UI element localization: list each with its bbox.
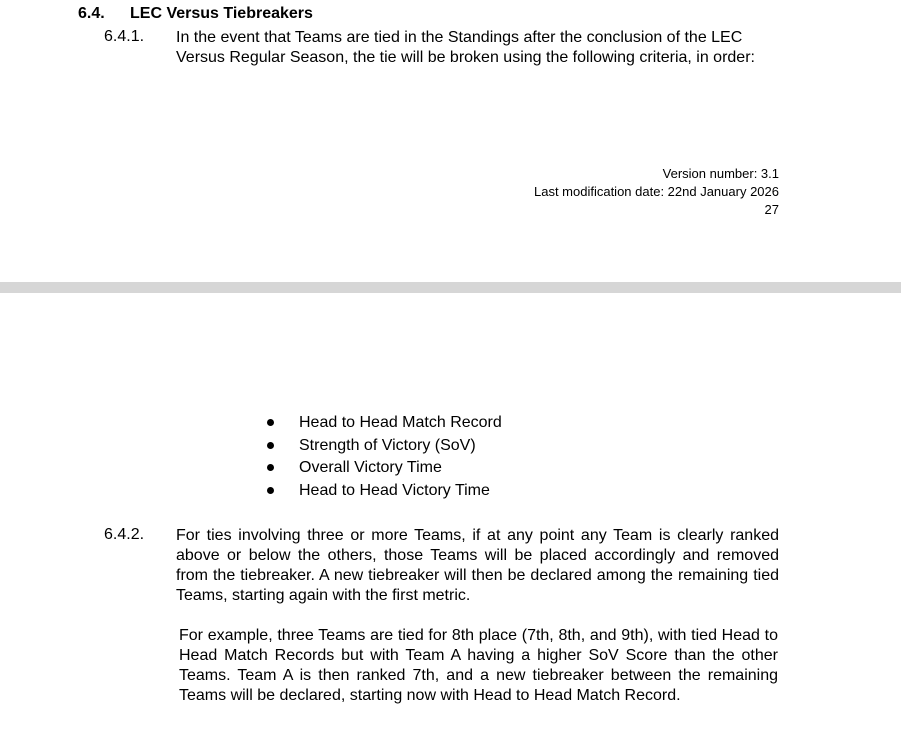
section-title: LEC Versus Tiebreakers — [130, 5, 313, 22]
list-item — [262, 412, 502, 435]
section-heading — [78, 5, 313, 23]
criteria-label: Overall Victory Time — [299, 459, 442, 476]
clause-number-6-4-1: 6.4.1. — [104, 28, 145, 45]
criteria-label: Head to Head Victory Time — [299, 481, 490, 499]
bullet-icon — [267, 464, 274, 471]
tiebreaker-criteria-list — [262, 412, 502, 502]
page-number: 27 — [764, 202, 779, 217]
bullet-icon — [267, 419, 274, 426]
clause-example-6-4-2: For example, three Teams are tied for 8th place (7th, 8th, and 9th), with tied Head to Head Match Records but with Team A having a higher SoV Score than the other Teams. Team A is then ranked 7th, and a new tiebreaker between the remaining Teams will be declared, starting now with Head to Head Match Record. — [179, 627, 778, 704]
criteria-label: Head to Head Match Record — [299, 414, 502, 431]
version-number: Version number: 3.1 — [662, 166, 779, 181]
criteria-label: Strength of Victory (SoV) — [299, 436, 476, 454]
list-item — [262, 480, 502, 503]
clause-number-6-4-2: 6.4.2. — [104, 526, 145, 543]
clause-text-6-4-1: In the event that Teams are tied in the Standings after the conclusion of the LEC Versus Regular Season, the tie will be broken using the following criteria, in order: — [176, 29, 755, 66]
page-footer — [534, 165, 779, 219]
bullet-icon — [267, 487, 274, 494]
list-item — [262, 435, 502, 458]
page-separator — [0, 282, 901, 293]
last-modification-date: Last modification date: 22nd January 2026 — [533, 184, 779, 199]
section-number: 6.4. — [78, 5, 105, 22]
bullet-icon — [267, 442, 274, 449]
clause-text-6-4-2: For ties involving three or more Teams, if at any point any Team is clearly ranked above or below the others, those Teams will be placed accordingly and removed from the tiebreaker. A new tiebreaker will then be declared among the remaining tied Teams, starting again with the first metric. — [176, 527, 779, 604]
list-item — [262, 457, 502, 480]
